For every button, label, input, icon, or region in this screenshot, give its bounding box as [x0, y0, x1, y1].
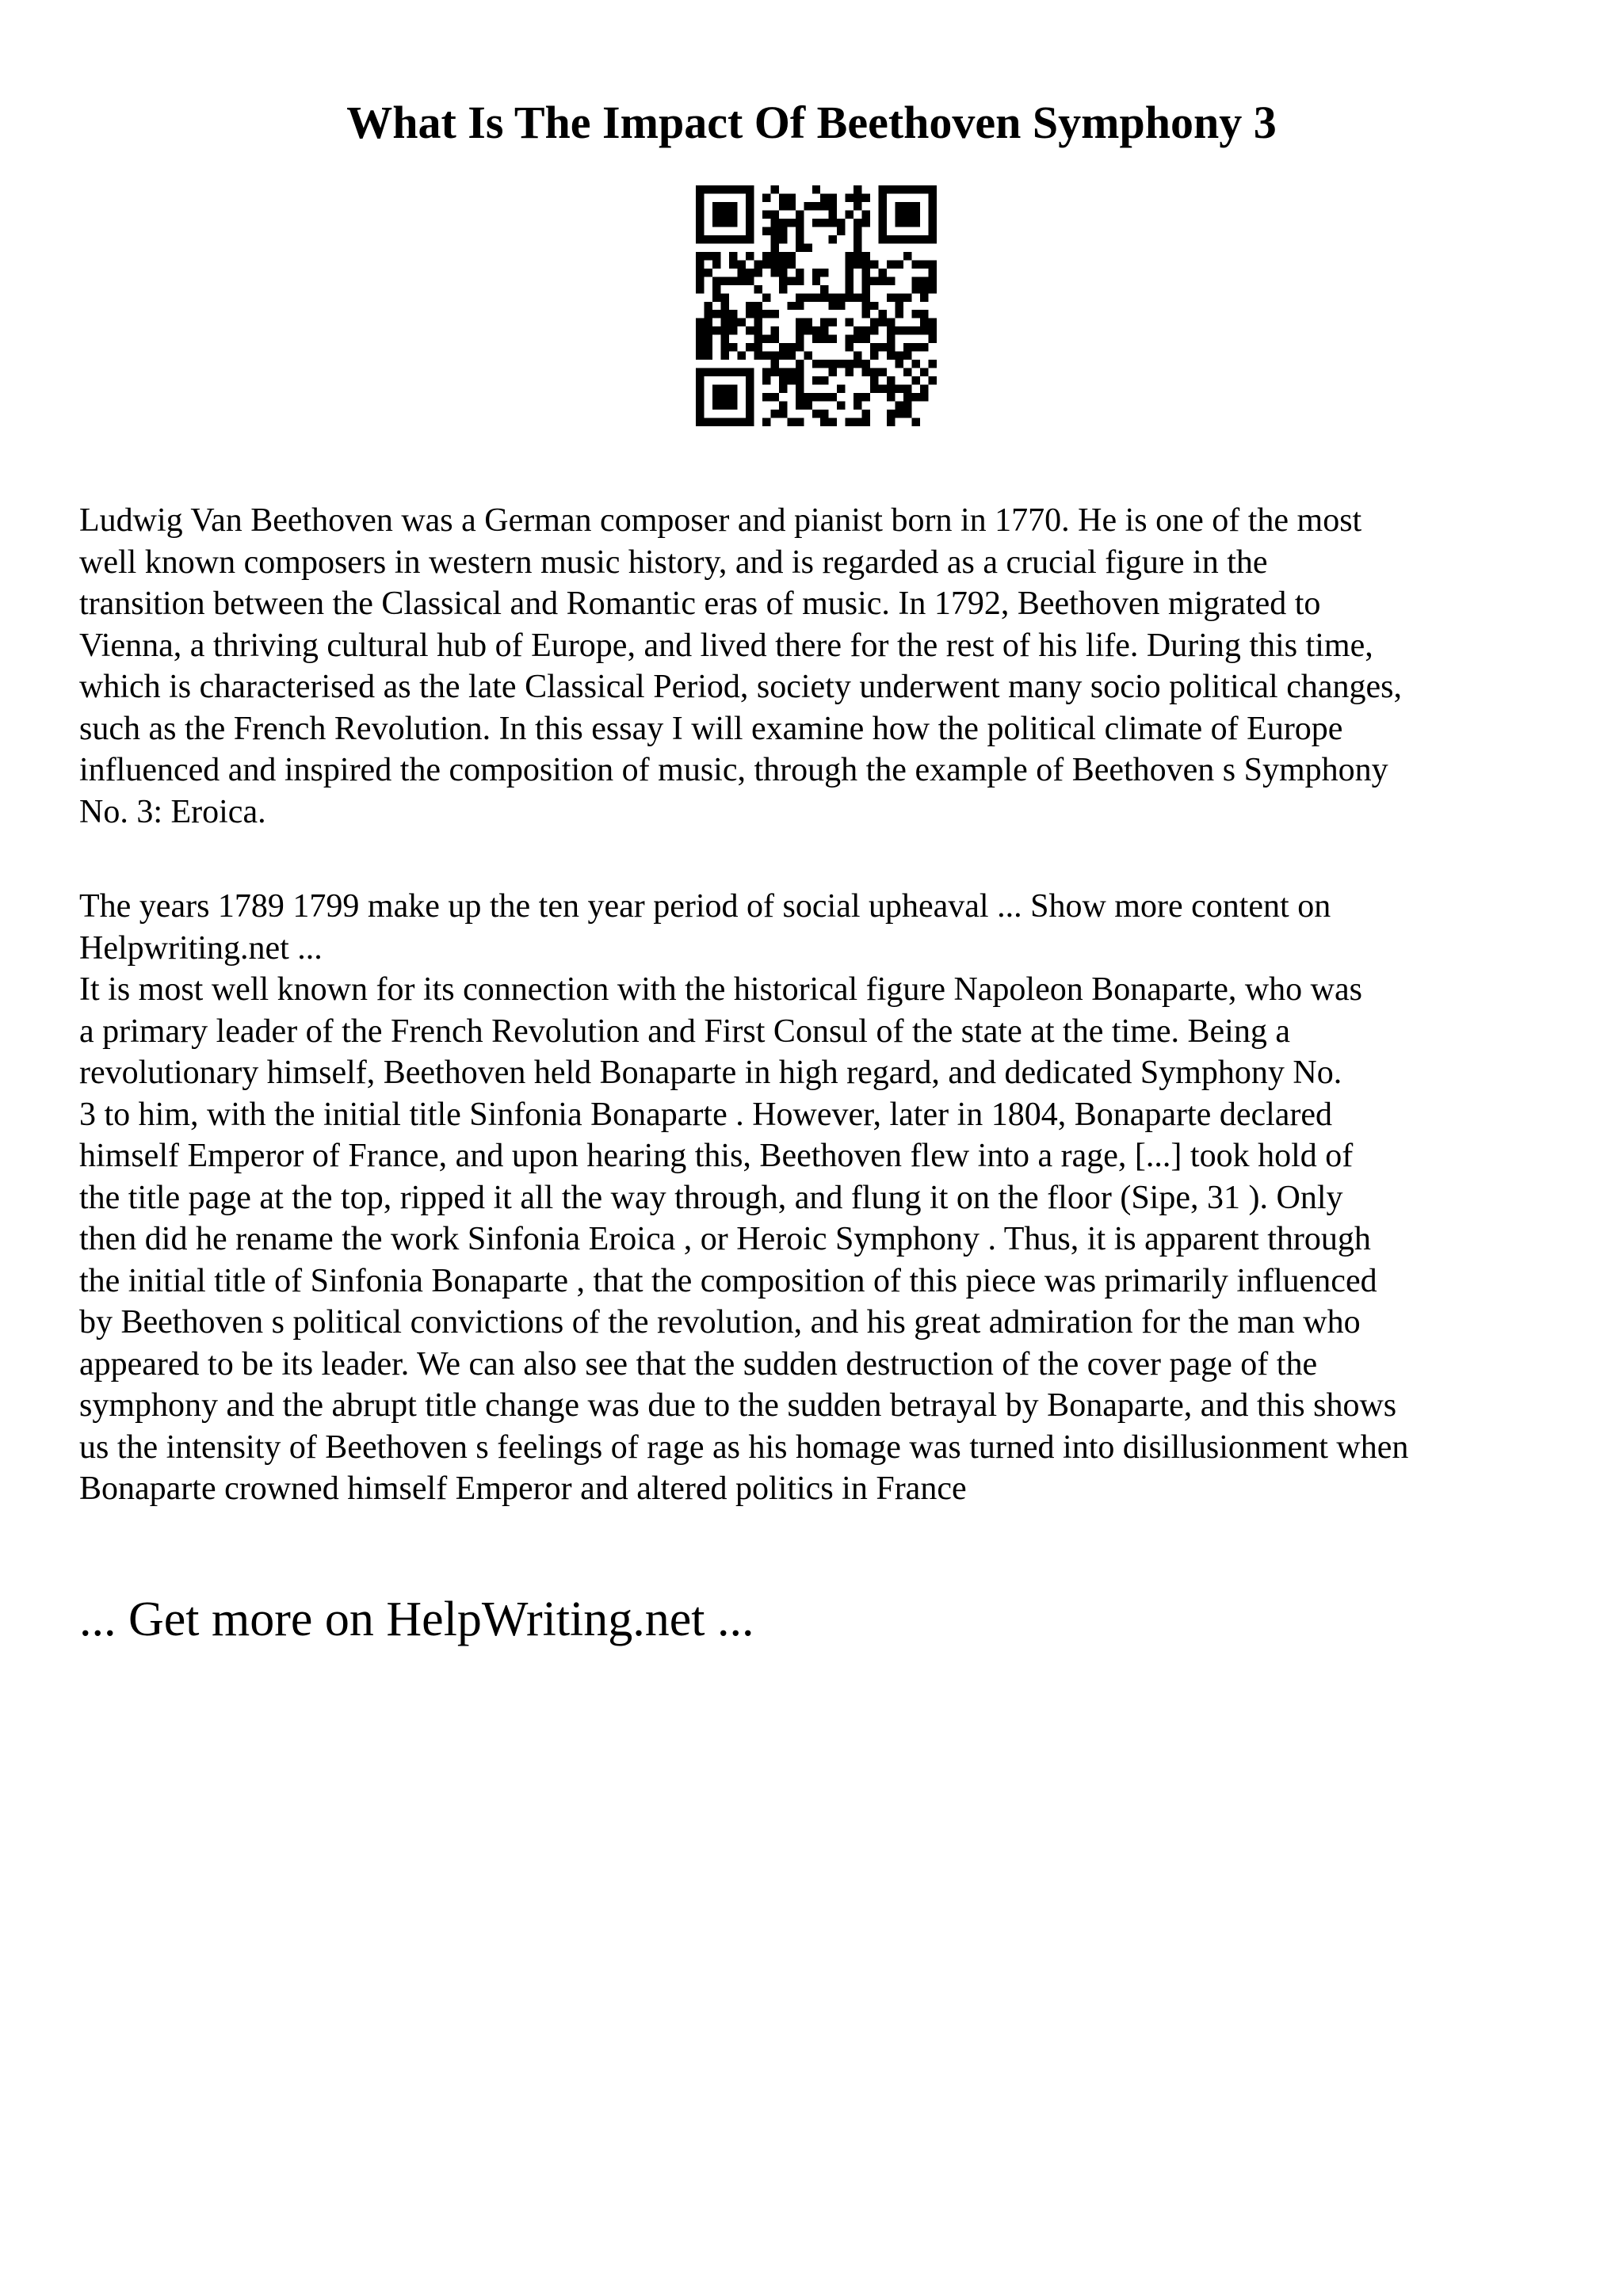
paragraph-line: appeared to be its leader. We can also see that the sudden destruction of the cover page of the: [79, 1345, 1318, 1383]
paragraph-line: the title page at the top, ripped it all the way through, and flung it on the floor (Sipe, 31 ). Only: [79, 1179, 1343, 1216]
paragraph-line: Bonaparte crowned himself Emperor and altered politics in France: [79, 1470, 967, 1507]
paragraph-line: Helpwriting.net ...: [79, 929, 323, 967]
paragraph-line: transition between the Classical and Romantic eras of music. In 1792, Beethoven migrated to: [79, 585, 1321, 622]
page-title: What Is The Impact Of Beethoven Symphony 3: [346, 97, 1277, 148]
get-more-link[interactable]: ... Get more on HelpWriting.net ...: [79, 1592, 754, 1646]
paragraph-line: us the intensity of Beethoven s feelings of rage as his homage was turned into disillusionment when: [79, 1428, 1409, 1466]
paragraph-line: Ludwig Van Beethoven was a German composer and pianist born in 1770. He is one of the most: [79, 502, 1362, 539]
paragraph-line: which is characterised as the late Classical Period, society underwent many socio political changes,: [79, 669, 1402, 705]
paragraph-line: such as the French Revolution. In this essay I will examine how the political climate of Europe: [79, 710, 1343, 747]
paragraph-line: The years 1789 1799 make up the ten year period of social upheaval ... Show more content on: [79, 888, 1331, 925]
paragraph-line: influenced and inspired the composition of music, through the example of Beethoven s Symphony: [79, 752, 1388, 788]
paragraph-line: himself Emperor of France, and upon hearing this, Beethoven flew into a rage, [...] took hold of: [79, 1138, 1354, 1174]
intro-paragraph: [79, 500, 1569, 833]
paragraph-line: a primary leader of the French Revolution and First Consul of the state at the time. Being a: [79, 1013, 1290, 1050]
paragraph-line: It is most well known for its connection with the historical figure Napoleon Bonaparte, who was: [79, 971, 1362, 1008]
main-paragraph: [79, 886, 1569, 1510]
paragraph-line: revolutionary himself, Beethoven held Bonaparte in high regard, and dedicated Symphony No.: [79, 1055, 1342, 1091]
qr-code-graphic: [696, 185, 937, 426]
paragraph-line: the initial title of Sinfonia Bonaparte , that the composition of this piece was primarily influenced: [79, 1262, 1377, 1299]
qr-code-icon[interactable]: [696, 185, 937, 426]
paragraph-line: by Beethoven s political convictions of the revolution, and his great admiration for the man who: [79, 1304, 1361, 1341]
paragraph-line: No. 3: Eroica.: [79, 793, 266, 830]
paragraph-line: symphony and the abrupt title change was due to the sudden betrayal by Bonaparte, and this shows: [79, 1387, 1397, 1424]
paragraph-line: well known composers in western music history, and is regarded as a crucial figure in the: [79, 543, 1268, 581]
paragraph-line: Vienna, a thriving cultural hub of Europe, and lived there for the rest of his life. During this time,: [79, 627, 1373, 664]
paragraph-line: 3 to him, with the initial title Sinfonia Bonaparte . However, later in 1804, Bonaparte declared: [79, 1096, 1333, 1133]
paragraph-line: then did he rename the work Sinfonia Eroica , or Heroic Symphony . Thus, it is apparent through: [79, 1221, 1371, 1257]
